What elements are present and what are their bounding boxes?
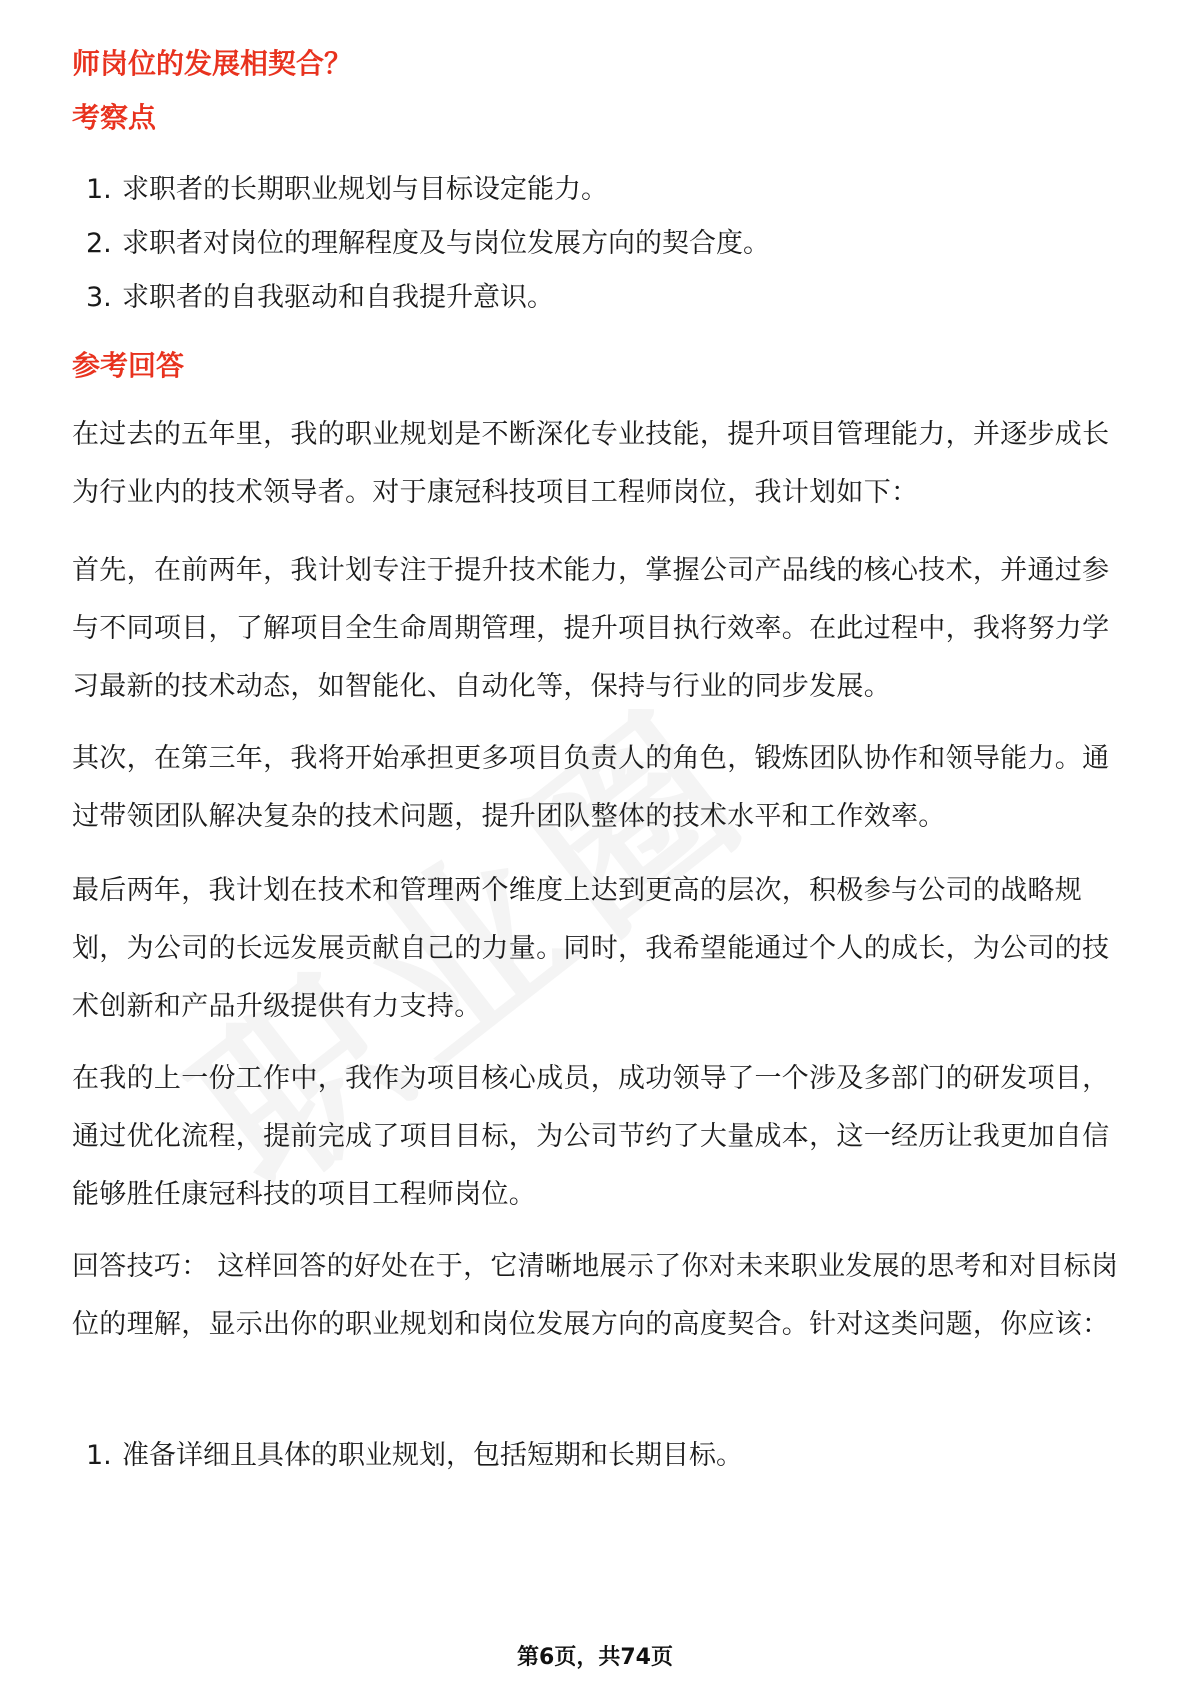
exam-point-item bbox=[86, 176, 608, 203]
question-title: 师岗位的发展相契合？ bbox=[72, 47, 353, 80]
list-number: 1. bbox=[86, 1440, 112, 1471]
list-text: 准备详细且具体的职业规划，包括短期和长期目标。 bbox=[122, 1440, 743, 1471]
list-text: 求职者的自我驱动和自我提升意识。 bbox=[122, 282, 554, 313]
list-number: 2. bbox=[86, 228, 112, 259]
answer-paragraph: 最后两年，我计划在技术和管理两个维度上达到更高的层次，积极参与公司的战略规划，为公司的长远发展贡献自己的力量。同时，我希望能通过个人的成长，为公司的技术创新和产品升级提供有力支持。 bbox=[72, 875, 1110, 1022]
exam-point-item bbox=[86, 284, 554, 311]
page-footer: 第6页，共74页 bbox=[517, 1645, 673, 1670]
section-reference-answer: 参考回答 bbox=[72, 349, 185, 382]
answer-paragraph: 其次，在第三年，我将开始承担更多项目负责人的角色，锻炼团队协作和领导能力。通过带领团队解决复杂的技术问题，提升团队整体的技术水平和工作效率。 bbox=[72, 743, 1110, 832]
list-text: 求职者对岗位的理解程度及与岗位发展方向的契合度。 bbox=[122, 228, 770, 259]
tip-item bbox=[86, 1442, 743, 1469]
answer-paragraph: 首先，在前两年，我计划专注于提升技术能力，掌握公司产品线的核心技术，并通过参与不同项目，了解项目全生命周期管理，提升项目执行效率。在此过程中，我将努力学习最新的技术动态，如智能化、自动化等，保持与行业的同步发展。 bbox=[72, 555, 1110, 702]
section-exam-points: 考察点 bbox=[72, 101, 157, 134]
answer-paragraph: 在我的上一份工作中，我作为项目核心成员，成功领导了一个涉及多部门的研发项目，通过优化流程，提前完成了项目目标，为公司节约了大量成本，这一经历让我更加自信能够胜任康冠科技的项目工程师岗位。 bbox=[72, 1063, 1110, 1210]
exam-point-item bbox=[86, 230, 770, 257]
answer-paragraph: 在过去的五年里，我的职业规划是不断深化专业技能，提升项目管理能力，并逐步成长为行业内的技术领导者。对于康冠科技项目工程师岗位，我计划如下： bbox=[72, 419, 1110, 508]
list-text: 求职者的长期职业规划与目标设定能力。 bbox=[122, 174, 608, 205]
list-number: 1. bbox=[86, 174, 112, 205]
answer-tips-paragraph: 回答技巧： 这样回答的好处在于，它清晰地展示了你对未来职业发展的思考和对目标岗位的理解，显示出你的职业规划和岗位发展方向的高度契合。针对这类问题，你应该： bbox=[72, 1251, 1119, 1340]
list-number: 3. bbox=[86, 282, 112, 313]
